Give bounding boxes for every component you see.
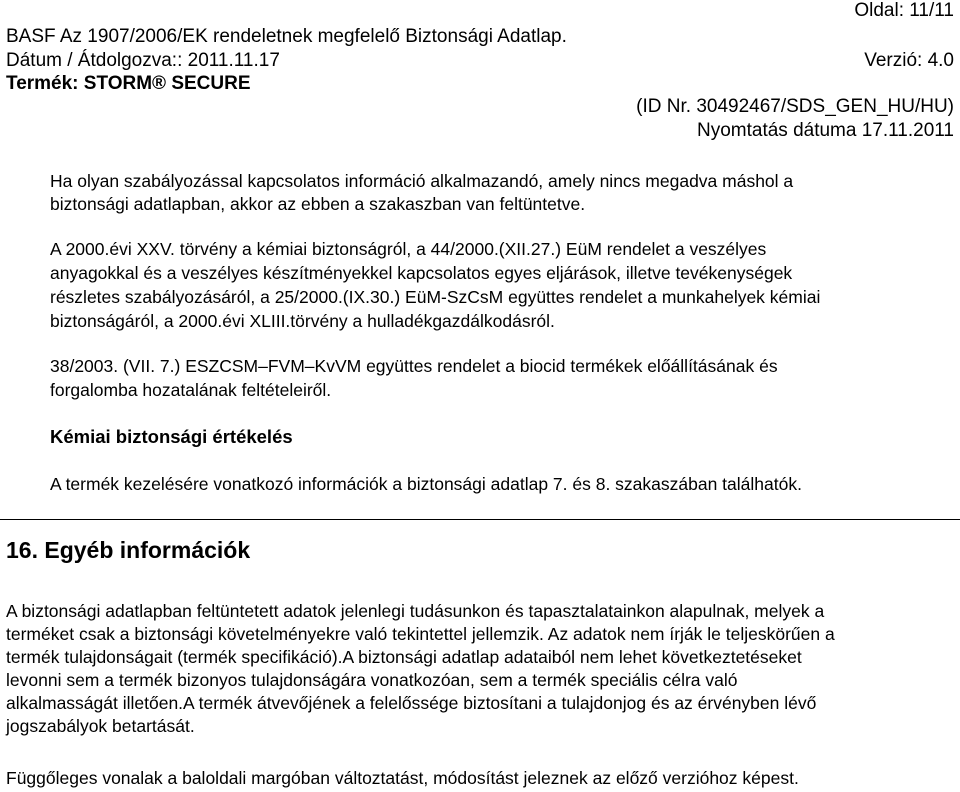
regulatory-info-line-1: Ha olyan szabályozással kapcsolatos információ alkalmazandó, amely nincs megadva máshol a xyxy=(50,171,794,191)
other-info-line-1: A biztonsági adatlapban feltüntetett adatok jelenlegi tudásunkon és tapasztalatainkon alapulnak, melyek a xyxy=(6,601,825,621)
other-info-line-5: alkalmasságát illetően.A termék átvevőjének a felelőssége biztosítani a tulajdonjog és az érvényben lévő xyxy=(6,693,817,713)
other-info-line-4: levonni sem a termék bizonyos tulajdonságára vonatkozóan, sem a termék speciális célra való xyxy=(6,670,738,690)
other-info-line-2: terméket csak a biztonsági követelményekre való tekintettel jellemzik. Az adatok nem írják le teljeskörűen a xyxy=(6,624,835,644)
legislation-line-1: A 2000.évi XXV. törvény a kémiai biztonságról, a 44/2000.(XII.27.) EüM rendelet a veszélyes xyxy=(50,239,767,259)
other-info-line-3: termék tulajdonságait (termék specifikáció).A biztonsági adatlap adataiból nem lehet következtetéseket xyxy=(6,647,802,667)
biocide-regulation-line-2: forgalomba hozatalának feltételeiről. xyxy=(50,380,332,400)
legislation-line-2: anyagokkal és a veszélyes készítményekkel kapcsolatos egyes eljárások, illetve tevékenységek xyxy=(50,263,793,283)
regulatory-info-line-2: biztonsági adatlapban, akkor az ebben a szakaszban van feltüntetve. xyxy=(50,194,586,214)
print-date: Nyomtatás dátuma 17.11.2011 xyxy=(696,120,954,141)
legislation-line-3: részletes szabályozásáról, a 25/2000.(IX.30.) EüM-SzCsM együttes rendelet a munkahelyek kémiai xyxy=(50,287,821,307)
change-marker-note: Függőleges vonalak a baloldali margóban változtatást, módosítást jeleznek az előző verzióhoz képest. xyxy=(6,768,799,788)
document-title: BASF Az 1907/2006/EK rendeletnek megfelelő Biztonsági Adatlap. xyxy=(6,26,567,47)
product-name: Termék: STORM® SECURE xyxy=(6,73,251,94)
page-number: Oldal: 11/11 xyxy=(854,0,954,21)
chemical-safety-heading: Kémiai biztonsági értékelés xyxy=(50,426,293,447)
version: Verzió: 4.0 xyxy=(864,50,954,71)
other-info-line-6: jogszabályok betartását. xyxy=(6,716,195,736)
section-16-heading: 16. Egyéb információk xyxy=(6,537,251,563)
id-number: (ID Nr. 30492467/SDS_GEN_HU/HU) xyxy=(636,96,954,117)
section-divider xyxy=(0,519,960,520)
biocide-regulation-line-1: 38/2003. (VII. 7.) ESZCSM–FVM–KvVM együttes rendelet a biocid termékek előállításának és xyxy=(50,356,778,376)
revision-date: Dátum / Átdolgozva:: 2011.11.17 xyxy=(6,50,280,71)
legislation-line-4: biztonságáról, a 2000.évi XLIII.törvény a hulladékgazdálkodásról. xyxy=(50,311,555,331)
chemical-safety-text: A termék kezelésére vonatkozó információk a biztonsági adatlap 7. és 8. szakaszában találhatók. xyxy=(50,474,802,494)
